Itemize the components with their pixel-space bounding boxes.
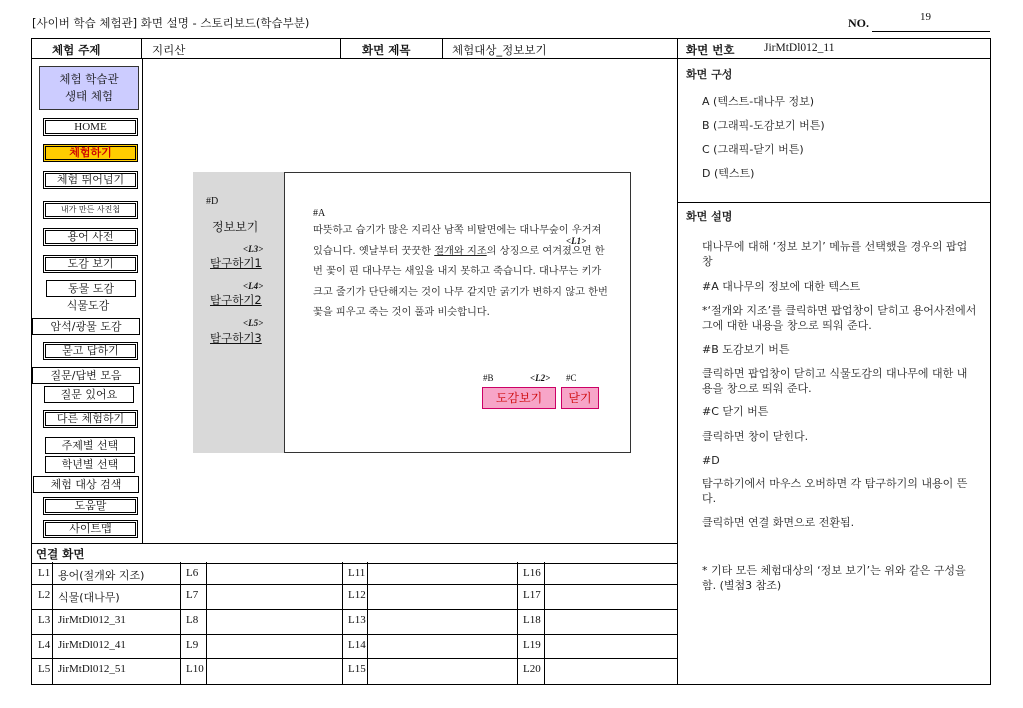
link-id-cell: L14	[348, 639, 366, 651]
link-id-cell: L15	[348, 663, 366, 675]
link-id-cell: L6	[186, 567, 199, 579]
nav-by-grade[interactable]: 학년별 선택	[45, 456, 135, 473]
link-id-cell: L4	[38, 639, 51, 651]
links-col-divider	[52, 562, 53, 684]
links-col-divider	[342, 562, 343, 684]
nav-rock-guide[interactable]: 암석/광물 도감	[32, 318, 140, 335]
link-target-cell: JirMtDl012_41	[58, 639, 126, 651]
popup-side-title: 정보보기	[212, 220, 259, 234]
close-button[interactable]: 닫기	[561, 387, 599, 409]
screen-number-label: 화면 번호	[686, 43, 735, 57]
nav-by-topic[interactable]: 주제별 선택	[45, 437, 135, 454]
links-row-divider	[32, 634, 677, 635]
nav-ask-question[interactable]: 질문 있어요	[44, 386, 134, 403]
links-header-divider	[32, 563, 677, 564]
screen-number-value: JirMtDl012_11	[764, 42, 835, 54]
banner-line-2: 생태 체험	[64, 89, 114, 103]
link-id-cell: L16	[523, 567, 541, 579]
bamboo-info-text	[313, 221, 608, 324]
nav-glossary[interactable]: 용어 사전	[43, 228, 138, 246]
screen-title-label: 화면 제목	[362, 43, 411, 57]
composition-item-b: B (그래픽-도감보기 버튼)	[702, 119, 825, 132]
link-target-cell: 식물(대나무)	[58, 591, 120, 604]
screen-title-value: 체험대상_정보보기	[452, 43, 547, 57]
links-col-divider	[517, 562, 518, 684]
link-target-cell: JirMtDl012_31	[58, 614, 126, 626]
links-col-divider	[206, 562, 207, 684]
links-col-divider	[367, 562, 368, 684]
nav-qna-collection[interactable]: 질문/답변 모음	[32, 367, 140, 384]
explore-link-1[interactable]: 탐구하기1	[210, 256, 262, 270]
link-target-cell: JirMtDl012_51	[58, 663, 126, 675]
link-id-cell: L1	[38, 567, 51, 579]
nav-animal-guide[interactable]: 동물 도감	[46, 280, 136, 297]
link-tag-l1: <L1>	[566, 236, 587, 246]
links-row-divider	[32, 609, 677, 610]
composition-item-a: A (텍스트-대나무 정보)	[702, 95, 815, 108]
links-row-divider	[32, 658, 677, 659]
link-tag-l3: <L3>	[243, 244, 264, 254]
description-note: * 기타 모든 체험대상의 ‘정보 보기’는 위와 같은 구성을 함. (별첨3 참조)	[702, 564, 966, 592]
header-row-divider	[32, 58, 990, 59]
description-line: 클릭하면 팝업창이 닫히고 식물도감의 대나무에 대한 내용을 창으로 띄워 준다.	[702, 367, 968, 395]
popup-sidebar	[193, 172, 285, 453]
nav-help[interactable]: 도움말	[43, 497, 138, 515]
links-section-divider	[32, 543, 677, 544]
nav-search-target[interactable]: 체험 대상 검색	[33, 476, 139, 493]
document-title: [사이버 학습 체험관] 화면 설명 - 스토리보드(학습부분)	[32, 16, 310, 30]
links-col-divider	[180, 562, 181, 684]
link-tag-l2: <L2>	[530, 373, 551, 383]
description-line: #D	[702, 454, 720, 467]
link-id-cell: L7	[186, 589, 199, 601]
link-id-cell: L2	[38, 589, 51, 601]
links-section-title: 연결 화면	[36, 547, 85, 561]
sidebar-banner	[39, 66, 139, 110]
subject-label: 체험 주제	[52, 43, 101, 57]
link-id-cell: L13	[348, 614, 366, 626]
description-line: 클릭하면 창이 닫힌다.	[702, 430, 809, 443]
label-a: #A	[313, 208, 326, 219]
link-id-cell: L18	[523, 614, 541, 626]
nav-experience[interactable]: 체험하기	[43, 144, 138, 162]
composition-divider	[677, 202, 990, 203]
link-id-cell: L3	[38, 614, 51, 626]
nav-field-guide[interactable]: 도감 보기	[43, 255, 138, 273]
description-line: 대나무에 대해 ‘정보 보기’ 메뉴를 선택했을 경우의 팝업창	[702, 240, 968, 268]
nav-qna[interactable]: 묻고 답하기	[43, 342, 138, 360]
link-id-cell: L19	[523, 639, 541, 651]
label-c: #C	[566, 373, 577, 383]
nav-sitemap[interactable]: 사이트맵	[43, 520, 138, 538]
description-line: 클릭하면 연결 화면으로 전환됨.	[702, 516, 855, 529]
link-id-cell: L10	[186, 663, 204, 675]
right-panel-divider	[677, 39, 678, 684]
sidebar-divider	[142, 58, 143, 543]
header-divider	[340, 39, 341, 58]
nav-plant-guide[interactable]: 식물도감	[66, 299, 110, 312]
composition-title: 화면 구성	[686, 68, 733, 81]
header-divider	[442, 39, 443, 58]
page-number-label: NO.	[848, 16, 869, 30]
link-id-cell: L12	[348, 589, 366, 601]
link-id-cell: L5	[38, 663, 51, 675]
explore-link-2[interactable]: 탐구하기2	[210, 293, 262, 307]
link-tag-l5: <L5>	[243, 318, 264, 328]
subject-value: 지리산	[152, 43, 186, 57]
links-col-divider	[544, 562, 545, 684]
banner-line-1: 체험 학습관	[59, 72, 119, 86]
description-line: #A 대나무의 정보에 대한 텍스트	[702, 280, 861, 293]
composition-item-c: C (그래픽-닫기 버튼)	[702, 143, 804, 156]
label-d: #D	[206, 196, 219, 207]
link-tag-l4: <L4>	[243, 281, 264, 291]
links-row-divider	[32, 584, 677, 585]
description-line: 탐구하기에서 마우스 오버하면 각 탐구하기의 내용이 뜬다.	[702, 477, 968, 505]
page-number-value: 19	[920, 11, 931, 23]
nav-my-album[interactable]: 내가 만든 사진첩	[43, 201, 138, 219]
term-link-integrity[interactable]: 절개와 지조	[434, 245, 487, 257]
link-id-cell: L17	[523, 589, 541, 601]
label-b: #B	[483, 373, 494, 383]
link-id-cell: L20	[523, 663, 541, 675]
nav-home[interactable]: HOME	[43, 118, 138, 136]
link-id-cell: L8	[186, 614, 199, 626]
nav-other-experiences[interactable]: 다른 체험하기	[43, 410, 138, 428]
composition-item-d: D (텍스트)	[702, 167, 755, 180]
description-line: *‘절개와 지조’를 클릭하면 팝업창이 닫히고 용어사전에서 그에 대한 내용을 창으로 띄워 준다.	[702, 304, 977, 332]
link-id-cell: L9	[186, 639, 199, 651]
description-line: #C 닫기 버튼	[702, 405, 769, 418]
info-text-part-1: 따뜻하고 습기가 많은 지리산 남쪽 비탈면에는 대나무숲이 우거져 있습니다. 옛날부터 꿋꿋한	[313, 225, 602, 257]
nav-skip-experience[interactable]: 체험 뛰어넘기	[43, 171, 138, 189]
info-text-part-2: 의 상징으로 여겨졌으면 한번 꽃이 핀 대나무는 새잎을 내지 못하고 죽습니다. 대나무는 키가 크고 줄기가 단단해지는 것이 나무 같지만 굵기가 변하지 않고 한번 꽃을 피우고 죽는 것이 풀과 비슷합니다.	[313, 245, 608, 318]
link-id-cell: L11	[348, 567, 366, 579]
description-title: 화면 설명	[686, 210, 733, 223]
explore-link-3[interactable]: 탐구하기3	[210, 331, 262, 345]
description-line: #B 도감보기 버튼	[702, 343, 790, 356]
page-number-underline	[872, 31, 990, 32]
link-target-cell: 용어(절개와 지조)	[58, 569, 145, 582]
header-divider	[141, 39, 142, 58]
field-guide-button[interactable]: 도감보기	[482, 387, 556, 409]
